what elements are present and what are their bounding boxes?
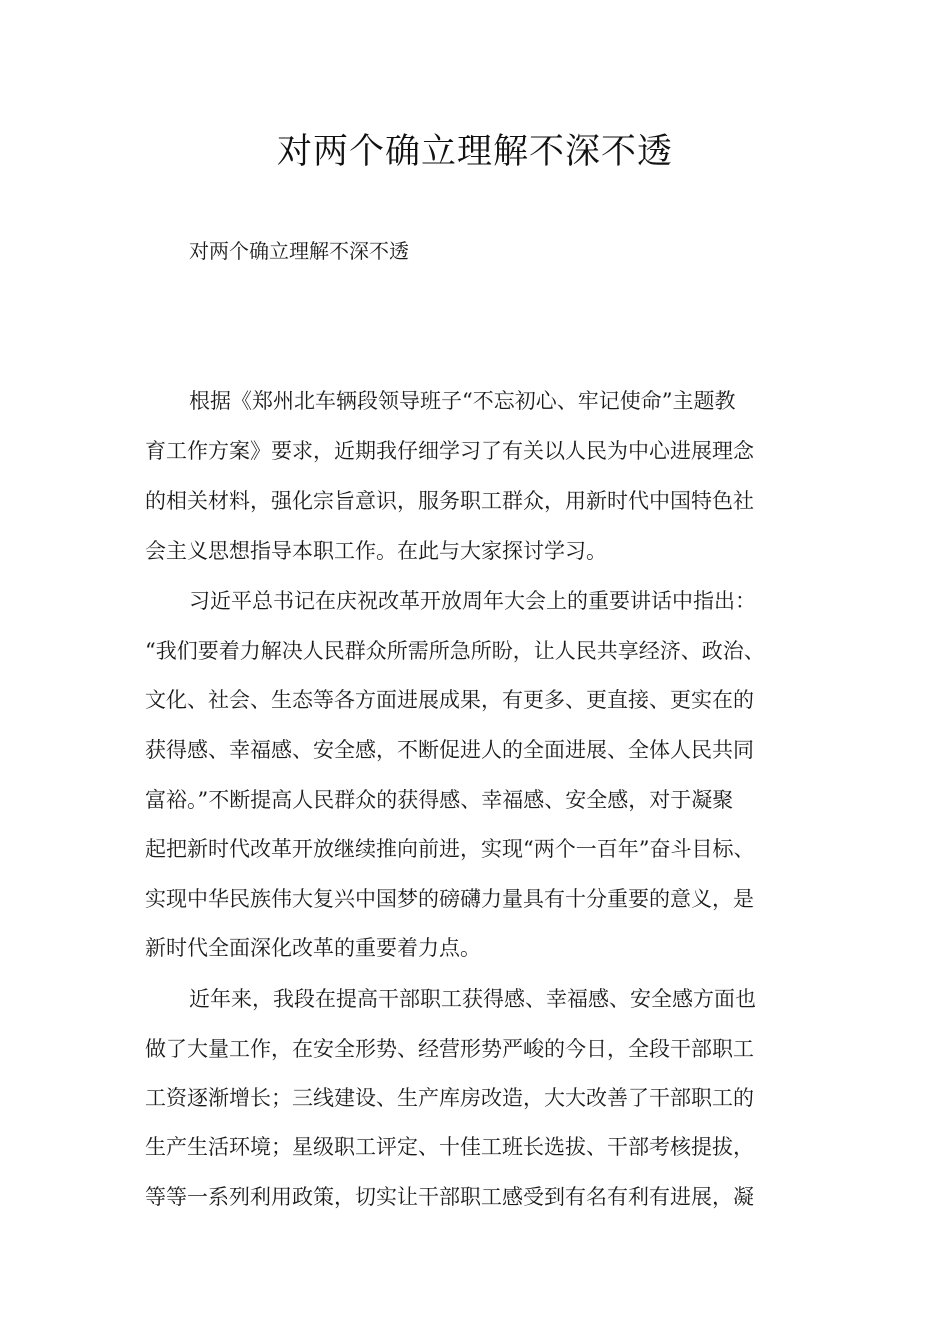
body-line: “我们要着力解决人民群众所需所急所盼，让人民共享经济、政治、 (145, 639, 765, 663)
body-line: 获得感、幸福感、安全感，不断促进人的全面进展、全体人民共同 (145, 738, 754, 762)
body-line: 习近平总书记在庆祝改革开放周年大会上的重要讲话中指出： (189, 589, 756, 613)
body-line: 生产生活环境；星级职工评定、十佳工班长选拔、干部考核提拔， (145, 1135, 754, 1159)
body-line: 工资逐渐增长；三线建设、生产库房改造，大大改善了干部职工的 (145, 1086, 754, 1110)
body-line: 的相关材料，强化宗旨意识，服务职工群众，用新时代中国特色社 (145, 489, 754, 513)
body-line: 根据《郑州北车辆段领导班子“不忘初心、牢记使命”主题教 (189, 389, 736, 413)
body-line: 富裕。”不断提高人民群众的获得感、幸福感、安全感，对于凝聚 (145, 788, 734, 812)
body-line: 起把新时代改革开放继续推向前进，实现“两个一百年”奋斗目标、 (145, 837, 755, 861)
body-line: 文化、社会、生态等各方面进展成果，有更多、更直接、更实在的 (145, 688, 754, 712)
document-subtitle: 对两个确立理解不深不透 (189, 239, 409, 263)
document-title: 对两个确立理解不深不透 (276, 132, 673, 172)
body-line: 新时代全面深化改革的重要着力点。 (145, 936, 481, 960)
body-line: 等等一系列利用政策，切实让干部职工感受到有名有利有进展，凝 (145, 1185, 754, 1209)
body-line: 会主义思想指导本职工作。在此与大家探讨学习。 (145, 539, 607, 563)
body-line: 做了大量工作，在安全形势、经营形势严峻的今日，全段干部职工 (145, 1037, 754, 1061)
body-line: 近年来，我段在提高干部职工获得感、幸福感、安全感方面也 (189, 987, 756, 1011)
body-line: 实现中华民族伟大复兴中国梦的磅礴力量具有十分重要的意义，是 (145, 887, 754, 911)
body-line: 育工作方案》要求，近期我仔细学习了有关以人民为中心进展理念 (145, 439, 754, 463)
